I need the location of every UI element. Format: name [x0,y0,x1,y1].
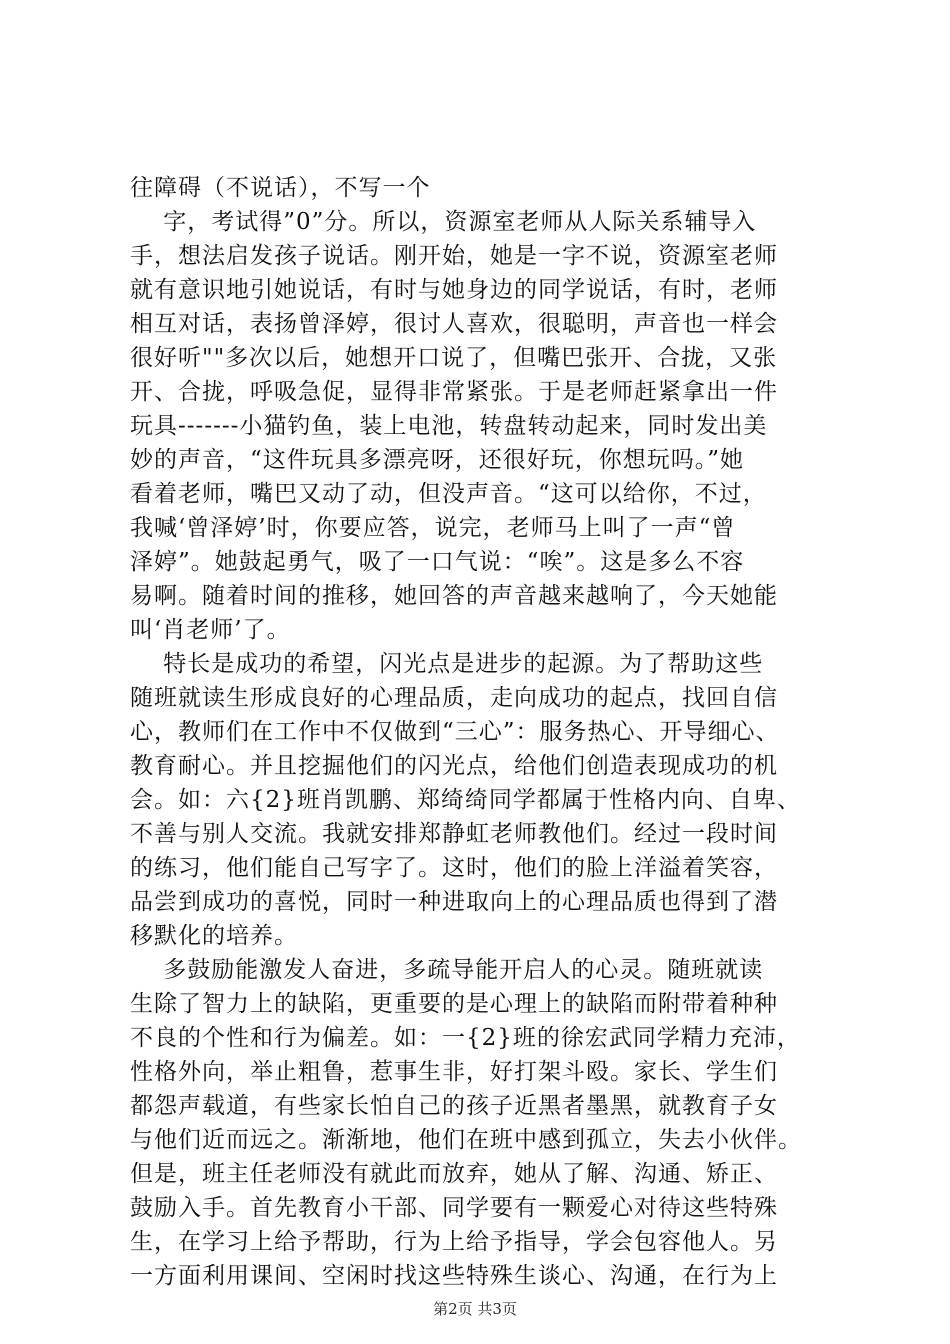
text-line: 多鼓励能激发人奋进，多疏导能开启人的心灵。随班就读 [130,957,764,983]
text-line: 开、合拢，呼吸急促，显得非常紧张。于是老师赶紧拿出一件 [130,379,778,405]
text-line: 不良的个性和行为偏差。如：一{2}班的徐宏武同学精力充沛， [130,1025,801,1051]
text-line: 手，想法启发孩子说话。刚开始，她是一字不说，资源室老师 [130,243,778,269]
text-line: 就有意识地引她说话，有时与她身边的同学说话，有时，老师 [130,277,778,303]
text-line: 的练习，他们能自己写字了。这时，他们的脸上洋溢着笑容， [130,855,778,881]
text-line: 生，在学习上给予帮助，行为上给予指导，学会包容他人。另 [130,1229,778,1255]
body-text [130,171,830,1293]
text-line: 看着老师，嘴巴又动了动，但没声音。“这可以给你，不过， [130,481,767,507]
text-line: 不善与别人交流。我就安排郑静虹老师教他们。经过一段时间 [130,821,778,847]
text-line: 泽婷”。她鼓起勇气，吸了一口气说：“唉”。这是多么不容 [130,549,745,575]
text-line: 品尝到成功的喜悦，同时一种进取向上的心理品质也得到了潜 [130,889,778,915]
text-line: 特长是成功的希望，闪光点是进步的起源。为了帮助这些 [130,651,764,677]
text-line: 叫‘肖老师’了。 [130,617,291,643]
text-line: 都怨声载道，有些家长怕自己的孩子近黑者墨黑，就教育子女 [130,1093,778,1119]
text-line: 很好听""多次以后，她想开口说了，但嘴巴张开、合拢，又张 [130,345,778,371]
text-line: 我喊‘曾泽婷’时，你要应答，说完，老师马上叫了一声“曾 [130,515,736,541]
text-line: 但是，班主任老师没有就此而放弃，她从了解、沟通、矫正、 [130,1161,778,1187]
page-footer: 第2页 共3页 [433,1300,517,1318]
text-line: 字，考试得”0”分。所以，资源室老师从人际关系辅导入 [130,209,757,235]
text-line: 性格外向，举止粗鲁，惹事生非，好打架斗殴。家长、学生们 [130,1059,778,1085]
text-line: 妙的声音，“这件玩具多漂亮呀，还很好玩，你想玩吗。”她 [130,447,745,473]
text-line: 会。如：六{2}班肖凯鹏、郑绮绮同学都属于性格内向、自卑、 [130,787,801,813]
text-line: 鼓励入手。首先教育小干部、同学要有一颗爱心对待这些特殊 [130,1195,778,1221]
text-line: 易啊。随着时间的推移，她回答的声音越来越响了，今天她能 [130,583,778,609]
text-line: 与他们近而远之。渐渐地，他们在班中感到孤立，失去小伙伴。 [130,1127,802,1153]
text-line: 玩具-------小猫钓鱼，装上电池，转盘转动起来，同时发出美 [130,413,768,439]
text-line: 一方面利用课间、空闲时找这些特殊生谈心、沟通，在行为上 [130,1263,778,1289]
text-line: 心，教师们在工作中不仅做到“三心”：服务热心、开导细心、 [130,719,780,745]
text-line: 随班就读生形成良好的心理品质，走向成功的起点，找回自信 [130,685,778,711]
text-line: 移默化的培养。 [130,923,298,949]
text-line: 生除了智力上的缺陷，更重要的是心理上的缺陷而附带着种种 [130,991,778,1017]
text-line: 教育耐心。并且挖掘他们的闪光点，给他们创造表现成功的机 [130,753,778,779]
text-line: 往障碍（不说话），不写一个 [130,175,431,201]
text-line: 相互对话，表扬曾泽婷，很讨人喜欢，很聪明，声音也一样会 [130,311,778,337]
